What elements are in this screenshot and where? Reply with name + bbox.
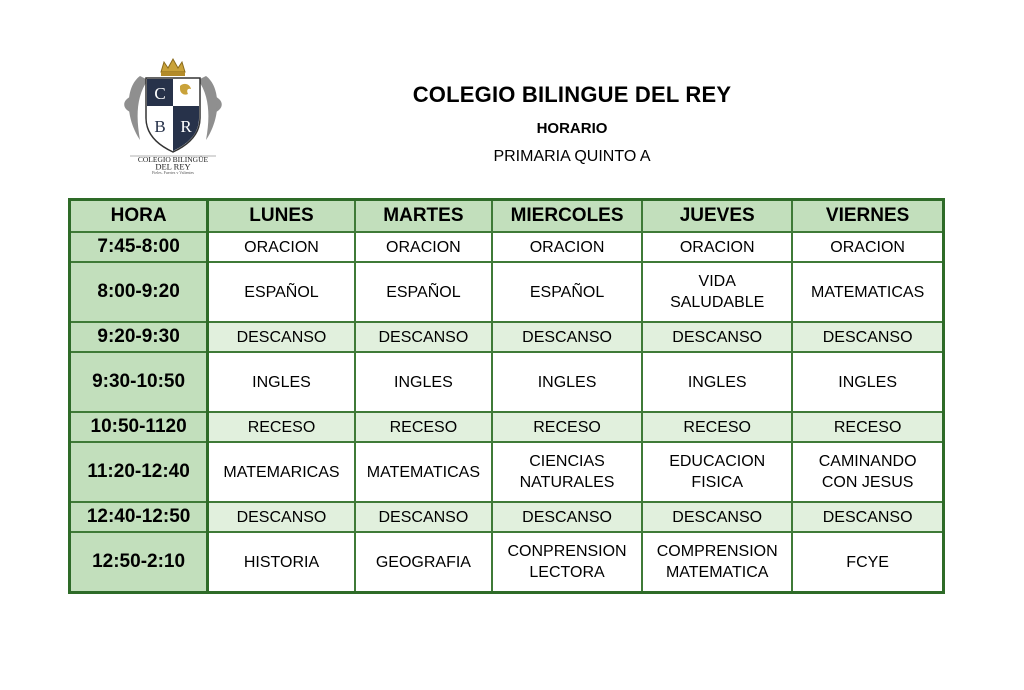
class-cell: DESCANSO — [208, 322, 355, 352]
table-row — [70, 442, 944, 502]
table-row — [70, 412, 944, 442]
column-header-jueves: JUEVES — [642, 200, 792, 233]
class-cell: ORACION — [642, 232, 792, 262]
class-cell: EDUCACION FISICA — [642, 442, 792, 502]
class-cell: RECESO — [492, 412, 642, 442]
column-header-martes: MARTES — [355, 200, 492, 233]
hour-cell: 10:50-1120 — [70, 412, 208, 442]
class-cell: INGLES — [642, 352, 792, 412]
schedule-table — [68, 198, 945, 594]
class-cell: DESCANSO — [642, 502, 792, 532]
class-cell: ORACION — [492, 232, 642, 262]
class-cell: GEOGRAFIA — [355, 532, 492, 593]
class-cell: ESPAÑOL — [208, 262, 355, 322]
class-cell: HISTORIA — [208, 532, 355, 593]
school-logo — [118, 56, 228, 174]
class-cell: INGLES — [355, 352, 492, 412]
class-cell: DESCANSO — [355, 502, 492, 532]
class-cell: RECESO — [355, 412, 492, 442]
class-cell: CIENCIAS NATURALES — [492, 442, 642, 502]
class-cell: INGLES — [792, 352, 943, 412]
column-header-hora: HORA — [70, 200, 208, 233]
class-cell: DESCANSO — [792, 322, 943, 352]
hour-cell: 12:40-12:50 — [70, 502, 208, 532]
logo-letter-b: B — [154, 117, 166, 136]
column-header-lunes: LUNES — [208, 200, 355, 233]
class-cell: CONPRENSION LECTORA — [492, 532, 642, 593]
crown-icon — [161, 59, 185, 76]
hour-cell: 7:45-8:00 — [70, 232, 208, 262]
hour-cell: 9:20-9:30 — [70, 322, 208, 352]
table-row — [70, 322, 944, 352]
logo-letter-r: R — [180, 117, 192, 136]
class-cell: DESCANSO — [208, 502, 355, 532]
hour-cell: 8:00-9:20 — [70, 262, 208, 322]
school-name: COLEGIO BILINGUE DEL REY — [412, 82, 732, 107]
class-cell: ORACION — [792, 232, 943, 262]
table-row — [70, 262, 944, 322]
class-cell: INGLES — [208, 352, 355, 412]
logo-text-line1: COLEGIO BILINGÜE — [137, 155, 209, 164]
class-cell: MATEMATICAS — [355, 442, 492, 502]
class-cell: RECESO — [208, 412, 355, 442]
hour-cell: 9:30-10:50 — [70, 352, 208, 412]
table-row — [70, 532, 944, 593]
class-cell: DESCANSO — [492, 502, 642, 532]
class-cell: MATEMATICAS — [792, 262, 943, 322]
class-cell: RECESO — [642, 412, 792, 442]
column-header-viernes: VIERNES — [792, 200, 943, 233]
hour-cell: 11:20-12:40 — [70, 442, 208, 502]
class-cell: ESPAÑOL — [492, 262, 642, 322]
class-cell: MATEMARICAS — [208, 442, 355, 502]
table-header-row — [70, 200, 944, 233]
column-header-miercoles: MIERCOLES — [492, 200, 642, 233]
class-cell: ESPAÑOL — [355, 262, 492, 322]
class-cell: CAMINANDO CON JESUS — [792, 442, 943, 502]
class-cell: ORACION — [355, 232, 492, 262]
class-cell: DESCANSO — [492, 322, 642, 352]
hour-cell: 12:50-2:10 — [70, 532, 208, 593]
class-cell: DESCANSO — [355, 322, 492, 352]
table-row — [70, 232, 944, 262]
class-cell: INGLES — [492, 352, 642, 412]
class-cell: ORACION — [208, 232, 355, 262]
class-cell: FCYE — [792, 532, 943, 593]
logo-letter-c: C — [154, 84, 166, 103]
class-cell: VIDA SALUDABLE — [642, 262, 792, 322]
class-cell: DESCANSO — [642, 322, 792, 352]
table-row — [70, 502, 944, 532]
class-cell: RECESO — [792, 412, 943, 442]
class-cell: COMPRENSION MATEMATICA — [642, 532, 792, 593]
class-cell: DESCANSO — [792, 502, 943, 532]
table-row — [70, 352, 944, 412]
logo-text-line2: DEL REY — [155, 161, 191, 172]
document-title: HORARIO — [536, 120, 608, 137]
grade-label: PRIMARIA QUINTO A — [493, 148, 651, 165]
logo-motto: Fieles, Fuertes y Valientes — [152, 170, 194, 174]
